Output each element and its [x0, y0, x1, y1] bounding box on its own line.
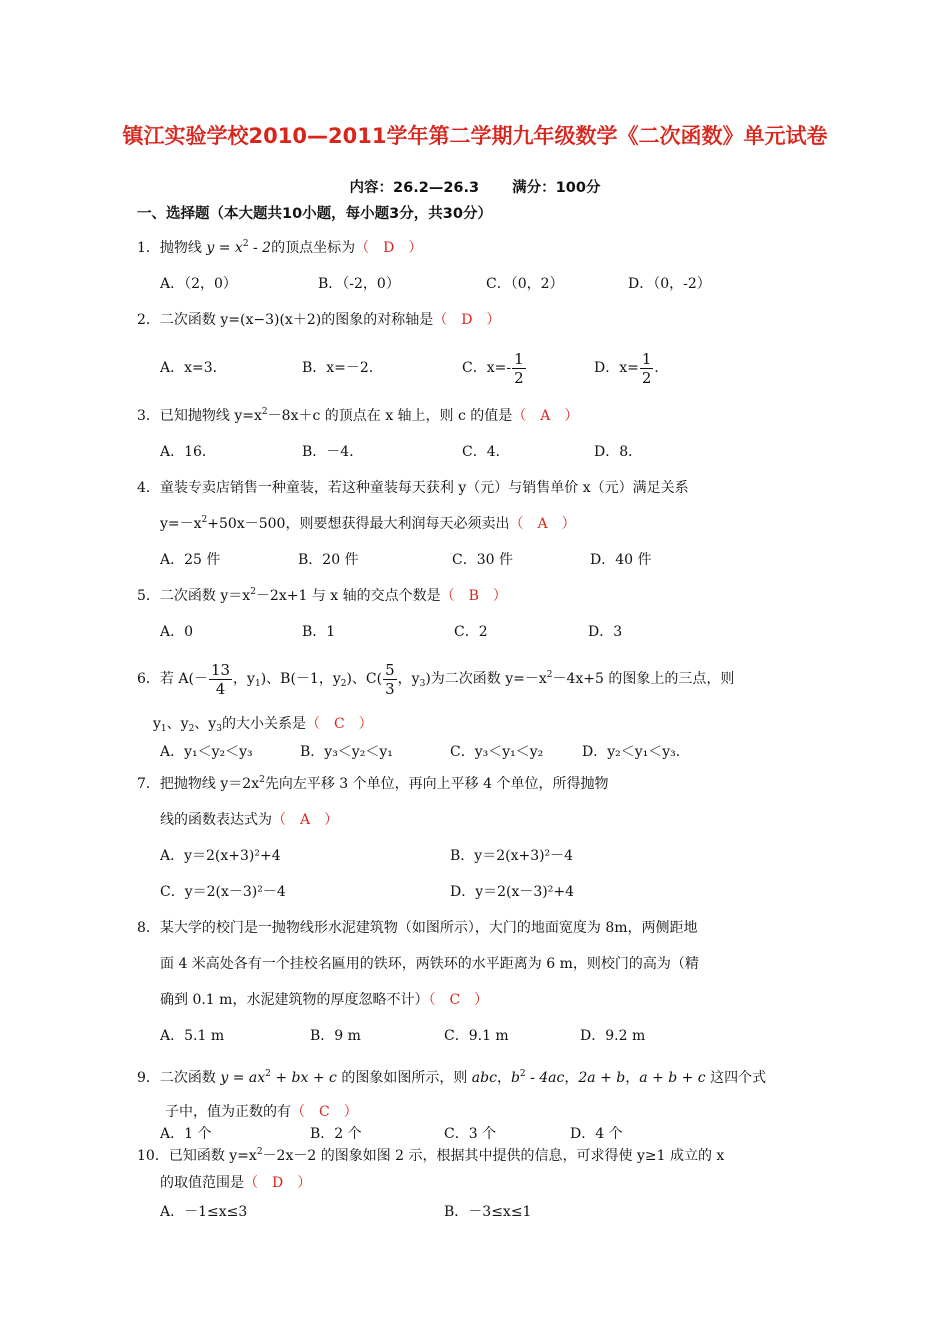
option-d: D．4 个 — [570, 1126, 623, 1142]
question-9: 9．二次函数 $y = ax^2$ + bx + c 的图象如图所示，则 abc，$b^2 - 4ac$，2a + b，a + b + c 这四个式 — [137, 1069, 767, 1086]
question-10: 10．已知函数 $y=x^2-2x-2$ 的图象如图 2 示，根据其中提供的信息，可求得使 y≥1 成立的 x — [137, 1147, 725, 1164]
option-d: D．40 件 — [590, 552, 652, 568]
question-1: 1．抛物线 $y = x^2 - 2$的顶点坐标为（ D ） — [137, 239, 423, 256]
option-c: C．9.1 m — [444, 1028, 509, 1044]
option-b: B．20 件 — [298, 552, 359, 568]
option-c: C．2 — [454, 624, 488, 640]
answer: （ C ） — [291, 1104, 358, 1120]
option-c: C．x=- $\frac{1}{2}$ — [462, 349, 524, 387]
option-d: D．3 — [588, 624, 623, 640]
subtitle-content: 内容：26.2—26.3 — [349, 180, 480, 196]
question-6: 6．若 A(－ $\frac{13}{4}$ ，$y_1$)、B(－1，$y_2$)、C( $\frac{5}{3}$ ，$y_3$)为二次函数 $y=-x^2-4x+5$ 的图象上的三点，则 — [137, 660, 735, 698]
question-10-line2: 的取值范围是（ D ） — [160, 1175, 312, 1191]
question-3: 3．已知抛物线 $y=x^2-8x+c$ 的顶点在 x 轴上，则 c 的值是（ A ） — [137, 407, 579, 424]
option-c: C．3 个 — [444, 1126, 497, 1142]
option-b: B．x=－2． — [302, 360, 383, 376]
option-b: B．y₃＜y₂＜y₁ — [300, 744, 393, 760]
answer: （ A ） — [272, 812, 339, 828]
option-a: A．25 件 — [160, 552, 221, 568]
option-a: A．x=3． — [160, 360, 227, 376]
option-a: A．16． — [160, 444, 216, 460]
option-b: B．－4． — [302, 444, 364, 460]
option-d: D．x= $\frac{1}{2}$ ． — [594, 349, 669, 387]
question-4: 4．童装专卖店销售一种童装，若这种童装每天获利 y（元）与销售单价 x（元）满足关系 — [137, 480, 689, 496]
option-a: A．1 个 — [160, 1126, 212, 1142]
subtitle — [0, 176, 950, 197]
option-c: C．y₃＜y₁＜y₂ — [450, 744, 544, 760]
option-a: A．0 — [160, 624, 194, 640]
option-a: A．－1≤x≤3 — [160, 1204, 248, 1220]
question-7: 7．把抛物线 $y=2x^2$先向左平移 3 个单位，再向上平移 4 个单位，所得抛物 — [137, 775, 609, 792]
subtitle-score: 满分：100分 — [512, 180, 601, 196]
option-d: D．8． — [594, 444, 643, 460]
question-8-line2: 面 4 米高处各有一个挂校名匾用的铁环，两铁环的水平距离为 6 m，则校门的高为（精 — [160, 956, 699, 972]
question-8-line3: 确到 0.1 m，水泥建筑物的厚度忽略不计）（ C ） — [160, 992, 489, 1008]
answer: （ A ） — [509, 516, 576, 532]
option-d: D．y₂＜y₁＜y₃． — [582, 744, 690, 760]
page-title: 镇江实验学校2010—2011学年第二学期九年级数学《二次函数》单元试卷 — [122, 124, 828, 148]
option-c: C．（0，2） — [486, 276, 564, 292]
answer: （ C ） — [428, 992, 489, 1008]
option-c: C．4． — [462, 444, 510, 460]
option-d: D．9.2 m — [580, 1028, 646, 1044]
option-b: B．1 — [302, 624, 336, 640]
option-c: C．30 件 — [452, 552, 513, 568]
section-heading: 一、选择题（本大题共10小题，每小题3分，共30分） — [137, 206, 492, 222]
answer: （ B ） — [440, 588, 507, 604]
option-b: B．y＝2(x+3)²－4 — [450, 848, 574, 864]
option-a: A．（2，0） — [160, 276, 237, 292]
question-6-line2: $y_1$、$y_2$、$y_3$的大小关系是（ C ） — [153, 716, 373, 734]
option-a: A．5.1 m — [160, 1028, 225, 1044]
answer: （ D ） — [244, 1175, 312, 1191]
question-8: 8．某大学的校门是一抛物线形水泥建筑物（如图所示），大门的地面宽度为 8m，两侧距地 — [137, 920, 698, 936]
answer: （ D ） — [433, 312, 501, 328]
option-a: A．y₁＜y₂＜y₃ — [160, 744, 253, 760]
option-a: A．y＝2(x+3)²+4 — [160, 848, 281, 864]
option-b: B．（-2，0） — [318, 276, 400, 292]
option-b: B．9 m — [310, 1028, 361, 1044]
answer: （ A ） — [512, 408, 579, 424]
option-c: C．y＝2(x－3)²－4 — [160, 884, 286, 900]
question-4-line2: $y=-x^2+50x-500$，则要想获得最大利润每天必须卖出（ A ） — [160, 515, 576, 532]
option-b: B．2 个 — [310, 1126, 362, 1142]
answer: （ D ） — [355, 240, 423, 256]
question-2: 2．二次函数 y=(x−3)(x＋2)的图象的对称轴是（ D ） — [137, 312, 501, 328]
option-d: D．（0，-2） — [628, 276, 711, 292]
answer: （ C ） — [305, 716, 373, 732]
option-d: D．y＝2(x－3)²+4 — [450, 884, 575, 900]
question-9-line2: 子中，值为正数的有（ C ） — [165, 1104, 358, 1120]
question-5: 5．二次函数 $y=x^2-2x+1$ 与 x 轴的交点个数是（ B ） — [137, 587, 507, 604]
option-b: B．－3≤x≤1 — [444, 1204, 532, 1220]
question-7-line2: 线的函数表达式为（ A ） — [160, 812, 339, 828]
